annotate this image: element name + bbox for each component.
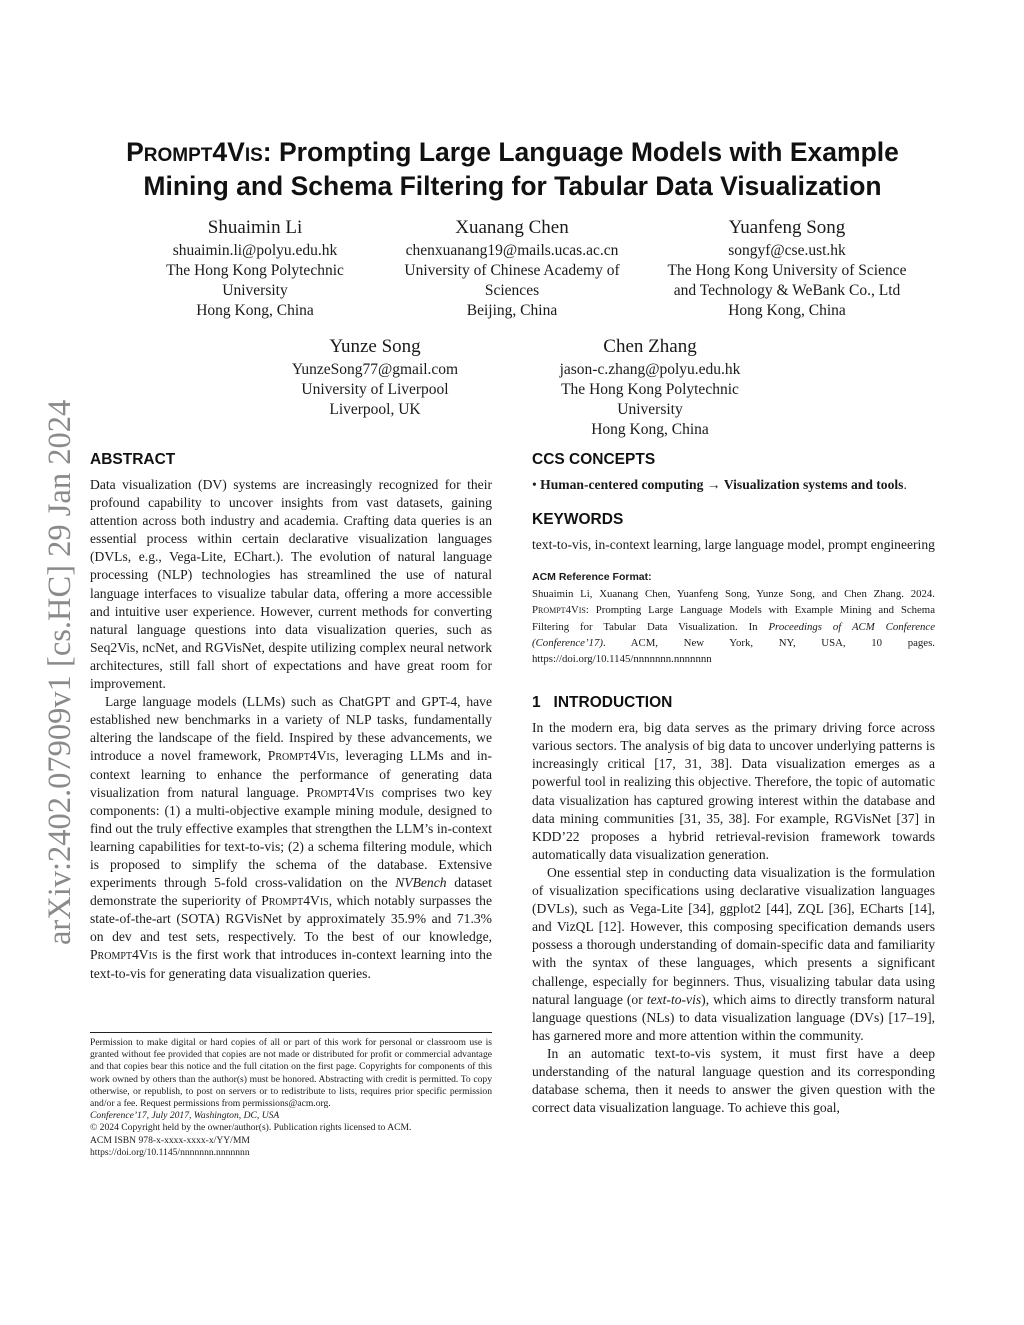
ccs-concepts: • Human-centered computing → Visualization systems and tools. (532, 477, 907, 492)
author-location: Hong Kong, China (728, 302, 846, 319)
author-affiliation: Sciences (484, 282, 540, 299)
intro-paragraph: In an automatic text-to-vis system, it must first have a deep understanding of the natural language question and its corresponding database schema, then it needs to answer the given question with the correct data visualization language. To achieve this goal, (532, 1045, 935, 1116)
dataset-name: NVBench (395, 875, 447, 891)
footnote-rule (90, 1032, 492, 1033)
paper-title (90, 135, 935, 203)
permission-notice: Permission to make digital or hard copies of all or part of this work for personal or classroom use is granted without fee provided that copies are not made or distributed for profit or commercial advantage and that copies bear this notice and the full citation on the first page. Copyrights for components of this work owned by others than the author(s) must be honored. Abstracting with credit is permitted. To copy otherwise, or republish, to post on servers or to redistribute to lists, requires prior specific permission and/or a fee. Request permissions from permissions@acm.org. (90, 1037, 492, 1110)
author-block (377, 216, 647, 321)
acm-reference: Shuaimin Li, Xuanang Chen, Yuanfeng Song, Yunze Song, and Chen Zhang. 2024. Prompt4Vis: Prompting Large Language Models with Example Mining and Schema Filtering for Tabular Data Visualization. In Proceedings of ACM Conference (Conference’17). ACM, New York, NY, USA, 10 pages. https://doi.org/10.1145/nnnnnnn.nnnnnnn (532, 588, 935, 665)
author-location: Hong Kong, China (196, 302, 314, 319)
author-affiliation: The Hong Kong Polytechnic (166, 262, 344, 279)
author-name: Xuanang Chen (455, 217, 569, 238)
abstract-paragraph: Large language models (LLMs) such as ChatGPT and GPT-4, have established new benchmarks in a variety of NLP tasks, fundamentally altering the landscape of the field. Inspired by these advancements, we introduce a novel framework, Prompt4Vis, leveraging LLMs and in-context learning to enhance the performance of generating data visualization from natural language. Prompt4Vis comprises two key components: (1) a multi-objective example mining module, designed to find out the truly effective examples that strengthen the LLM’s in-context learning capabilities for text-to-vis; (2) a schema filtering module, which is proposed to simplify the schema of the database. Extensive experiments through 5-fold cross-validation on the NVBench dataset demonstrate the superiority of Prompt4Vis, which notably surpasses the state-of-the-art (SOTA) RGVisNet by approximately 35.9% and 71.3% on dev and test sets, respectively. To the best of our knowledge, Prompt4Vis is the first work that introduces in-context learning into the text-to-vis for generating data visualization queries. (90, 694, 492, 981)
author-block (250, 335, 500, 420)
keywords-heading: KEYWORDS (532, 511, 624, 529)
title-line1: : Prompting Large Language Models with Example (262, 137, 899, 167)
author-email: jason-c.zhang@polyu.edu.hk (559, 361, 741, 378)
framework-name: Prompt4Vis (261, 893, 329, 909)
abstract-heading: ABSTRACT (90, 451, 176, 468)
author-name: Chen Zhang (603, 336, 697, 357)
author-affiliation: University (617, 401, 683, 418)
framework-name: Prompt4Vis (306, 784, 375, 800)
author-location: Beijing, China (466, 302, 558, 319)
conference-info: Conference’17, July 2017, Washington, DC, USA (90, 1110, 280, 1122)
author-email: chenxuanang19@mails.ucas.ac.cn (405, 242, 619, 259)
author-email: songyf@cse.ust.hk (728, 242, 846, 259)
author-location: Liverpool, UK (329, 401, 421, 418)
author-affiliation: University of Liverpool (301, 381, 449, 398)
framework-name: Prompt4Vis (90, 947, 158, 963)
author-name: Shuaimin Li (207, 217, 303, 238)
arxiv-sidebar (18, 360, 78, 950)
author-affiliation: and Technology & WeBank Co., Ltd (673, 282, 901, 299)
keywords-list: text-to-vis, in-context learning, large language model, prompt engineering (532, 537, 935, 553)
author-email: YunzeSong77@gmail.com (291, 361, 459, 378)
intro-paragraph: In the modern era, big data serves as the primary driving force across various sectors. The analysis of big data to uncover underlying patterns is increasingly critical [17, 31, 38]. Data visualization emerges as a powerful tool in realizing this objective. Therefore, the topic of automatic data visualization has captured growing interest within the database and data mining communities [31, 35, 38]. For example, RGVisNet [37] in KDD’22 proposes a hybrid retrieval-revision framework towards automatically data visualization generation. (532, 720, 935, 862)
author-name: Yunze Song (329, 336, 421, 357)
introduction-heading: 1 INTRODUCTION (532, 694, 673, 712)
abstract-paragraph: Data visualization (DV) systems are increasingly recognized for their profound capability to uncover insights from vast datasets, gaining attention across both industry and academia. Crafting data queries is an essential process within certain declarative visualization languages (DVLs, e.g., Vega-Lite, EChart.). The evolution of natural language processing (NLP) technologies has streamlined the use of natural language interfaces to visualize tabular data, offering a more accessible and intuitive user experience. However, current methods for converting natural language questions into data visualization queries, such as Seq2Vis, ncNet, and RGVisNet, despite utilizing complex neural network architectures, still fall short of expectations and have great room for improvement. (90, 477, 492, 692)
author-affiliation: University of Chinese Academy of (404, 262, 620, 279)
ccs-heading: CCS CONCEPTS (532, 451, 656, 468)
intro-paragraph: One essential step in conducting data visualization is the formulation of visualization specifications using declarative visualization languages (DVLs), such as Vega-Lite [34], ggplot2 [44], ZQL [36], ECharts [14], and VizQL [12]. However, this composing specification demands users possess a thorough understanding of domain-specific data and familiarity with the syntax of these languages, which presents a significant challenge, especially for beginners. Thus, visualizing tabular data using natural language (or text-to-vis), which aims to directly transform natural language questions (NLs) to data visualization language (DVs) [17–19], has garnered more and more attention within the community. (532, 864, 935, 1043)
author-block (520, 335, 780, 440)
isbn-line: ACM ISBN 978-x-xxxx-xxxx-x/YY/MM (90, 1134, 250, 1146)
author-name: Yuanfeng Song (728, 217, 846, 238)
framework-name: Prompt4Vis (267, 748, 336, 764)
author-affiliation: The Hong Kong Polytechnic (561, 381, 739, 398)
acm-reference-heading: ACM Reference Format: (532, 571, 652, 584)
arxiv-id: arXiv:2402.07909v1 [cs.HC] 29 Jan 2024 (42, 399, 78, 945)
author-affiliation: The Hong Kong University of Science (667, 262, 907, 279)
framework-name: Prompt4Vis (126, 137, 263, 167)
text-to-vis-term: text-to-vis (646, 991, 702, 1007)
author-block (120, 216, 390, 321)
author-affiliation: University (222, 282, 288, 299)
title-line2: Mining and Schema Filtering for Tabular Data Visualization (143, 171, 882, 201)
copyright-line: © 2024 Copyright held by the owner/author(s). Publication rights licensed to ACM. (90, 1122, 412, 1134)
copyright-footnote (90, 1032, 492, 1159)
author-location: Hong Kong, China (591, 421, 709, 438)
right-column (532, 450, 935, 1117)
abstract-section (90, 450, 492, 983)
doi-line: https://doi.org/10.1145/nnnnnnn.nnnnnnn (90, 1146, 250, 1158)
author-block (642, 216, 932, 321)
author-email: shuaimin.li@polyu.edu.hk (172, 242, 338, 259)
